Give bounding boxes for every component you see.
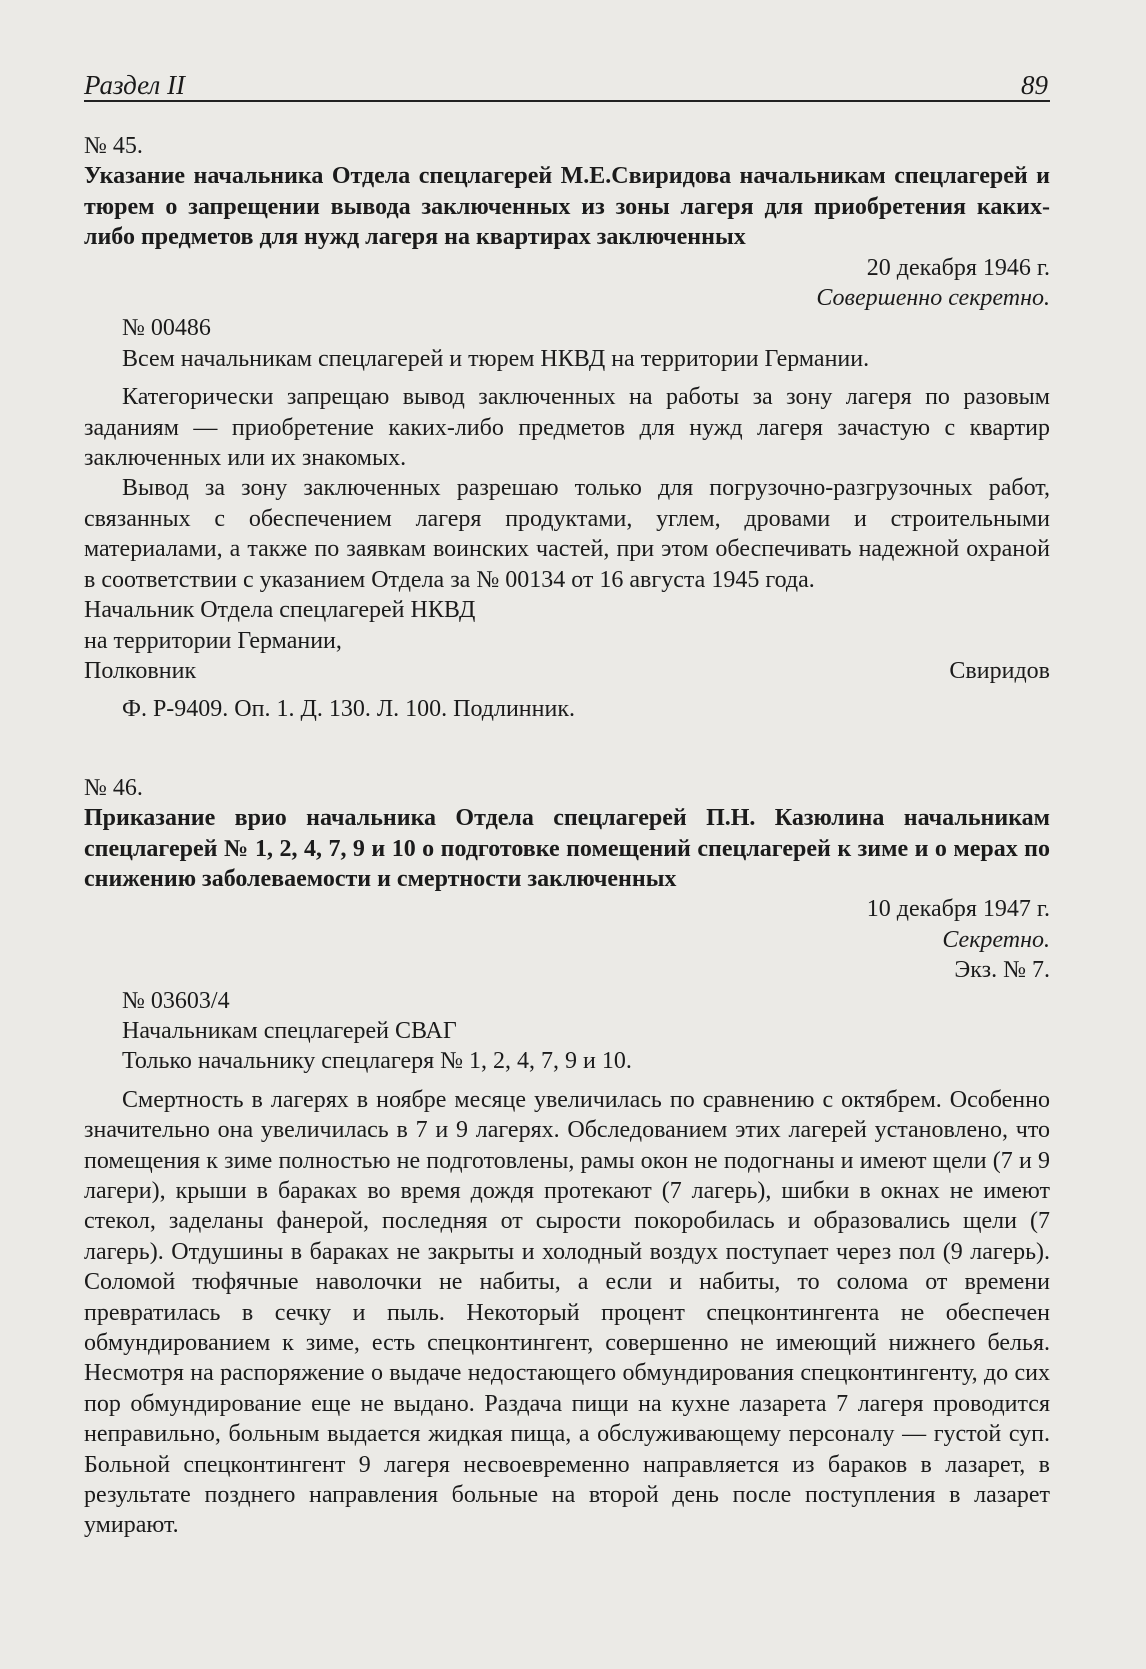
page-number: 89 bbox=[1021, 70, 1048, 100]
addressee: Всем начальникам спецлагерей и тюрем НКВД на территории Германии. bbox=[122, 345, 870, 372]
body-paragraph: Смертность в лагерях в ноябре месяце увеличилась по сравнению с октябрем. Особенно значительно она увеличилась в 7 и 9 лагерях. Обследованием этих лагерей установлено, что помещения к зиме полностью не подготовлены, рамы окон не подогнаны и имеют щели (7 и 9 лагери), крыши в бараках во время дождя протекают (7 лагерь), шибки в окнах не имеют стекол, заделаны фанерой, последняя от сырости покоробилась и образовались щели (7 лагерь). Отдушины в бараках не закрыты и холодный воздух поступает через пол (9 лагерь). Соломой тюфячные наволочки не набиты, а если и набиты, то солома от времени превратилась в сечку и пыль. Некоторый процент спецконтингента не обеспечен обмундированием к зиме, есть спецконтингент, совершенно не имеющий нижнего белья. Несмотря на распоряжение о выдаче недостающего обмундирования спецконтингенту, до сих пор обмундирование еще не выдано. Раздача пищи на кухне лазарета 7 лагеря проводится неправильно, больным выдается жидкая пища, а обслуживающему персоналу — густой суп. Больной спецконтингент 9 лагеря несвоевременно направляется из бараков в лазарет, в результате позднего направления больные на второй день после поступления в лазарет умирают. bbox=[84, 1086, 1050, 1539]
addressee: Начальникам спецлагерей СВАГ bbox=[122, 1017, 457, 1044]
signature-position: Начальник Отдела спецлагерей НКВД bbox=[84, 597, 476, 624]
body-paragraph: Категорически запрещаю вывод заключенных на работы за зону лагеря по разовым заданиям — приобретение каких-либо предметов для нужд лагеря зачастую с квартир заключенных или их знакомых. bbox=[84, 384, 1050, 472]
copy-number: Экз. № 7. bbox=[954, 957, 1050, 984]
addressee-restriction: Только начальнику спецлагеря № 1, 2, 4, 7, 9 и 10. bbox=[122, 1048, 632, 1075]
signature-rank: Полковник bbox=[84, 657, 197, 684]
document-date: 10 декабря 1947 г. bbox=[866, 896, 1050, 923]
archive-source: Ф. Р-9409. Оп. 1. Д. 130. Л. 100. Подлинник. bbox=[122, 696, 575, 723]
document-title: Указание начальника Отдела спецлагерей М.Е.Свиридова начальникам спецлагерей и тюрем о запрещении вывода заключенных из зоны лагеря для приобретения каких-либо предметов для нужд лагеря на квартирах заключенных bbox=[84, 163, 1050, 251]
registration-number: № 00486 bbox=[122, 315, 211, 342]
classification-mark: Секретно. bbox=[942, 926, 1050, 953]
document-number: № 45. bbox=[84, 133, 143, 159]
classification-mark: Совершенно секретно. bbox=[816, 285, 1050, 312]
page-body bbox=[84, 131, 1050, 1541]
running-header bbox=[84, 66, 1050, 102]
document-number: № 46. bbox=[84, 774, 143, 801]
section-title: Раздел II bbox=[84, 70, 185, 100]
signature-name: Свиридов bbox=[949, 657, 1050, 684]
document-date: 20 декабря 1946 г. bbox=[866, 254, 1050, 281]
registration-number: № 03603/4 bbox=[122, 987, 230, 1014]
body-paragraph: Вывод за зону заключенных разрешаю только для погрузочно-разгрузочных работ, связанных с обеспечением лагеря продуктами, углем, дровами и строительными материалами, а также по заявкам воинских частей, при этом обеспечивать надежной охраной в соответствии с указанием Отдела за № 00134 от 16 августа 1945 года. bbox=[84, 475, 1050, 593]
document-title: Приказание врио начальника Отдела спецлагерей П.Н. Казюлина начальникам спецлагерей № 1, 2, 4, 7, 9 и 10 о подготовке помещений спецлагерей к зиме и о мерах по снижению заболеваемости и смертности заключенных bbox=[84, 805, 1050, 892]
signature-row bbox=[84, 656, 1050, 686]
signature-position: на территории Германии, bbox=[84, 627, 342, 654]
